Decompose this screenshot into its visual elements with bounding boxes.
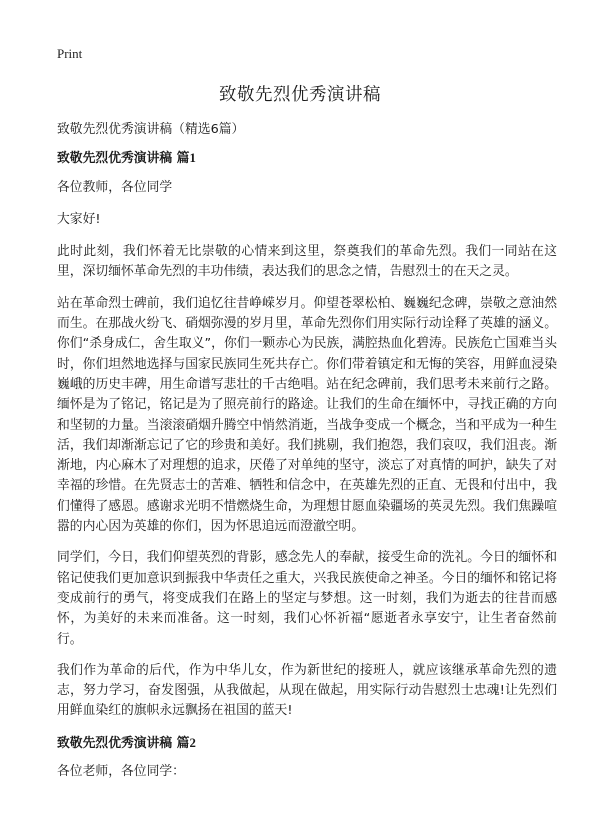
paragraph: 站在革命烈士碑前，我们追忆往昔峥嵘岁月。仰望苍翠松柏、巍巍纪念碑，崇敬之意油然而生。在那战火纷飞、硝烟弥漫的岁月里，革命先烈你们用实际行动诠释了英雄的涵义。你们“杀身成仁，舍生取义”，你们一颗赤心为民族，满腔热血化碧涛。民族危亡国难当头时，你们坦然地选择与国家民族同生死共存亡。你们带着镇定和无悔的笑容，用鲜血浸染巍峨的历史丰碑，用生命谱写悲壮的千古绝唱。站在纪念碑前，我们思考未来前行之路。缅怀是为了铭记，铭记是为了照亮前行的路途。让我们的生命在缅怀中，寻找正确的方向和坚韧的力量。当滚滚硝烟升腾空中悄然消逝，当战争变成一个概念，当和平成为一种生活，我们却渐渐忘记了它的珍贵和美好。我们挑剔，我们抱怨，我们哀叹，我们沮丧。渐渐地，内心麻木了对理想的追求，厌倦了对单纯的坚守，淡忘了对真情的呵护，缺失了对幸福的珍惜。在先贤志士的苦难、牺牲和信念中，在英雄先烈的正直、无畏和付出中，我们懂得了感恩。感谢求光明不惜燃烧生命，为理想甘愿血染疆场的英灵先烈。我们焦躁喧嚣的内心因为英雄的你们，因为怀思追远而澄澈空明。: [57, 295, 557, 535]
paragraph: 同学们，今日，我们仰望英烈的背影，感念先人的奉献，接受生命的洗礼。今日的缅怀和铭记使我们更加意识到振我中华责任之重大，兴我民族使命之神圣。今日的缅怀和铭记将变成前行的勇气，将变成我们在路上的坚定与梦想。这一时刻，我们为逝去的往昔而感怀，为美好的未来而准备。这一时刻，我们心怀祈福“愿逝者永享安宁，让生者奋然前行。: [57, 550, 557, 647]
document-subtitle: 致敬先烈优秀演讲稿（精选6篇）: [57, 122, 245, 137]
section-heading-text: 致敬先烈优秀演讲稿 篇: [57, 151, 190, 167]
paragraph: 此时此刻，我们怀着无比崇敬的心情来到这里，祭奠我们的革命先烈。我们一同站在这里，深切缅怀革命先烈的丰功伟绩，表达我们的思念之情，告慰烈士的在天之灵。: [57, 244, 557, 280]
section-heading-number: 2: [189, 735, 196, 750]
section-heading-2: [57, 733, 557, 754]
document-body: [57, 120, 557, 794]
section-heading-number: 1: [189, 151, 196, 166]
page-title: 致敬先烈优秀演讲稿: [219, 85, 381, 105]
paragraph: 各位教师，各位同学: [57, 179, 173, 195]
paragraph: 我们作为革命的后代，作为中华儿女，作为新世纪的接班人，就应该继承革命先烈的遗志，努力学习，奋发图强，从我做起，从现在做起，用实际行动告慰烈士忠魂!让先烈们用鲜血染红的旗帜永远飘扬在祖国的蓝天!: [57, 662, 557, 719]
section-heading-text: 致敬先烈优秀演讲稿 篇: [57, 735, 190, 751]
paragraph: 各位老师，各位同学：: [57, 764, 185, 780]
section-heading-1: [57, 148, 557, 169]
paragraph: 大家好!: [57, 211, 101, 227]
print-link[interactable]: Print: [57, 46, 83, 61]
